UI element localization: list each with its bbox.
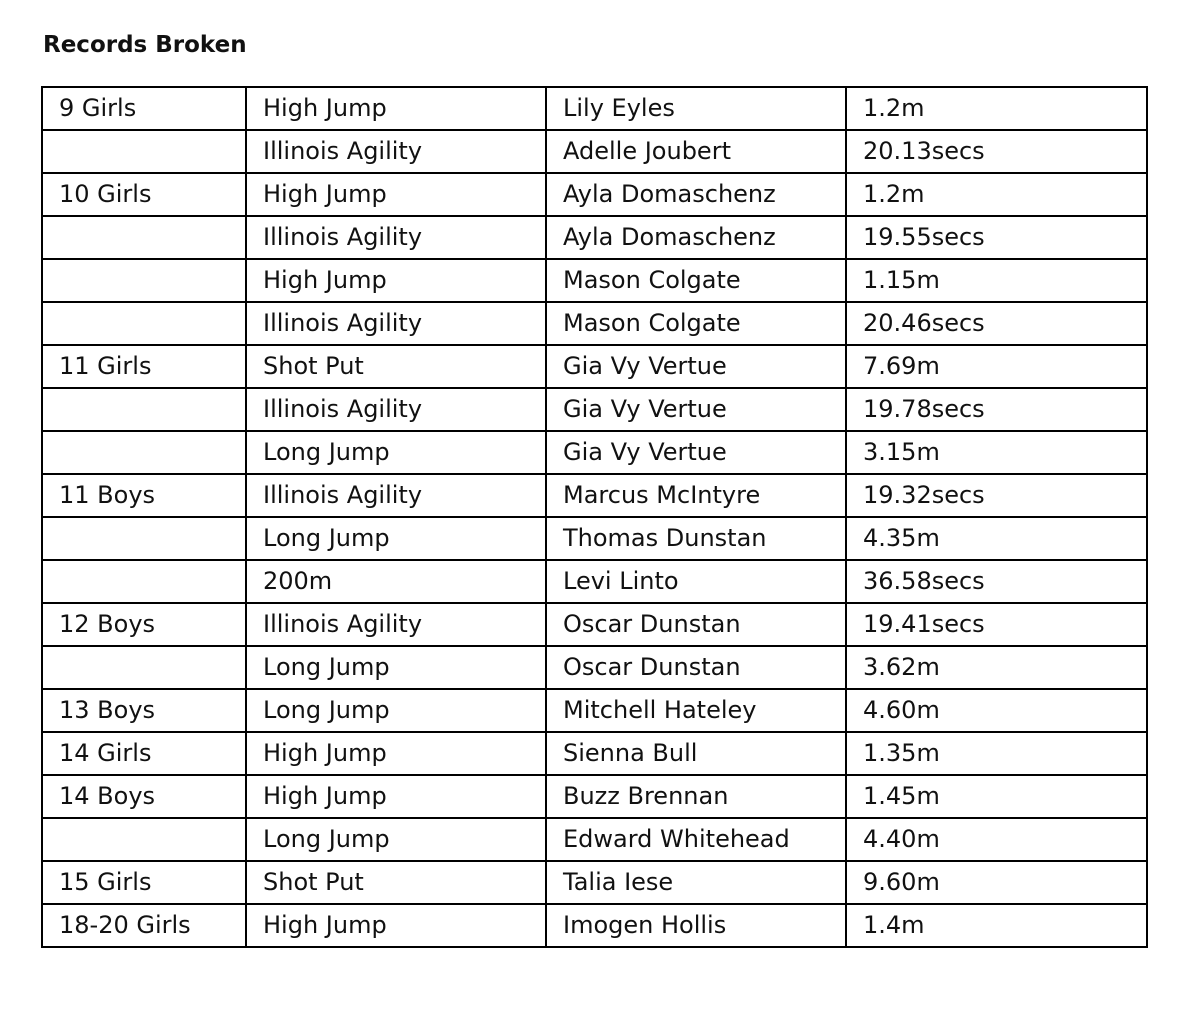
result-cell: 19.41secs <box>846 603 1147 646</box>
athlete-cell: Levi Linto <box>546 560 846 603</box>
athlete-cell: Imogen Hollis <box>546 904 846 947</box>
age-group-cell: 15 Girls <box>42 861 246 904</box>
age-group-cell: 11 Boys <box>42 474 246 517</box>
age-group-cell: 9 Girls <box>42 87 246 130</box>
athlete-cell: Gia Vy Vertue <box>546 431 846 474</box>
age-group-cell <box>42 431 246 474</box>
age-group-cell <box>42 130 246 173</box>
event-cell: High Jump <box>246 732 546 775</box>
table-row <box>42 775 1147 818</box>
table-row <box>42 732 1147 775</box>
table-row <box>42 173 1147 216</box>
result-cell: 3.62m <box>846 646 1147 689</box>
event-cell: 200m <box>246 560 546 603</box>
result-cell: 1.2m <box>846 173 1147 216</box>
age-group-cell <box>42 517 246 560</box>
result-cell: 3.15m <box>846 431 1147 474</box>
table-row <box>42 345 1147 388</box>
event-cell: High Jump <box>246 775 546 818</box>
athlete-cell: Oscar Dunstan <box>546 603 846 646</box>
event-cell: Illinois Agility <box>246 603 546 646</box>
table-row <box>42 603 1147 646</box>
athlete-cell: Ayla Domaschenz <box>546 173 846 216</box>
age-group-cell <box>42 646 246 689</box>
age-group-cell: 14 Girls <box>42 732 246 775</box>
table-row <box>42 474 1147 517</box>
athlete-cell: Mitchell Hateley <box>546 689 846 732</box>
result-cell: 9.60m <box>846 861 1147 904</box>
athlete-cell: Mason Colgate <box>546 302 846 345</box>
result-cell: 19.32secs <box>846 474 1147 517</box>
result-cell: 1.45m <box>846 775 1147 818</box>
table-row <box>42 87 1147 130</box>
age-group-cell: 18-20 Girls <box>42 904 246 947</box>
table-row <box>42 517 1147 560</box>
event-cell: High Jump <box>246 259 546 302</box>
age-group-cell <box>42 818 246 861</box>
table-row <box>42 861 1147 904</box>
page-title: Records Broken <box>43 32 247 58</box>
result-cell: 1.35m <box>846 732 1147 775</box>
athlete-cell: Ayla Domaschenz <box>546 216 846 259</box>
athlete-cell: Lily Eyles <box>546 87 846 130</box>
table-row <box>42 904 1147 947</box>
table-row <box>42 388 1147 431</box>
table-row <box>42 431 1147 474</box>
event-cell: Illinois Agility <box>246 216 546 259</box>
age-group-cell <box>42 302 246 345</box>
age-group-cell: 14 Boys <box>42 775 246 818</box>
athlete-cell: Thomas Dunstan <box>546 517 846 560</box>
table-row <box>42 216 1147 259</box>
event-cell: High Jump <box>246 87 546 130</box>
result-cell: 20.46secs <box>846 302 1147 345</box>
result-cell: 4.35m <box>846 517 1147 560</box>
result-cell: 1.4m <box>846 904 1147 947</box>
athlete-cell: Edward Whitehead <box>546 818 846 861</box>
result-cell: 20.13secs <box>846 130 1147 173</box>
athlete-cell: Gia Vy Vertue <box>546 388 846 431</box>
athlete-cell: Buzz Brennan <box>546 775 846 818</box>
event-cell: Long Jump <box>246 818 546 861</box>
athlete-cell: Mason Colgate <box>546 259 846 302</box>
table-row <box>42 818 1147 861</box>
event-cell: High Jump <box>246 173 546 216</box>
age-group-cell: 12 Boys <box>42 603 246 646</box>
athlete-cell: Adelle Joubert <box>546 130 846 173</box>
table-row <box>42 560 1147 603</box>
table-row <box>42 689 1147 732</box>
event-cell: Long Jump <box>246 646 546 689</box>
event-cell: Illinois Agility <box>246 388 546 431</box>
athlete-cell: Talia Iese <box>546 861 846 904</box>
records-table-body <box>42 87 1147 947</box>
result-cell: 19.55secs <box>846 216 1147 259</box>
table-row <box>42 646 1147 689</box>
event-cell: Long Jump <box>246 689 546 732</box>
table-row <box>42 130 1147 173</box>
event-cell: Illinois Agility <box>246 474 546 517</box>
records-table <box>41 86 1148 948</box>
age-group-cell <box>42 259 246 302</box>
event-cell: Illinois Agility <box>246 130 546 173</box>
age-group-cell: 10 Girls <box>42 173 246 216</box>
event-cell: Illinois Agility <box>246 302 546 345</box>
table-row <box>42 302 1147 345</box>
result-cell: 4.40m <box>846 818 1147 861</box>
athlete-cell: Marcus McIntyre <box>546 474 846 517</box>
age-group-cell <box>42 560 246 603</box>
result-cell: 1.15m <box>846 259 1147 302</box>
athlete-cell: Sienna Bull <box>546 732 846 775</box>
result-cell: 19.78secs <box>846 388 1147 431</box>
event-cell: High Jump <box>246 904 546 947</box>
event-cell: Long Jump <box>246 431 546 474</box>
age-group-cell: 11 Girls <box>42 345 246 388</box>
result-cell: 1.2m <box>846 87 1147 130</box>
athlete-cell: Gia Vy Vertue <box>546 345 846 388</box>
result-cell: 36.58secs <box>846 560 1147 603</box>
result-cell: 7.69m <box>846 345 1147 388</box>
event-cell: Long Jump <box>246 517 546 560</box>
athlete-cell: Oscar Dunstan <box>546 646 846 689</box>
age-group-cell <box>42 388 246 431</box>
event-cell: Shot Put <box>246 861 546 904</box>
result-cell: 4.60m <box>846 689 1147 732</box>
event-cell: Shot Put <box>246 345 546 388</box>
age-group-cell: 13 Boys <box>42 689 246 732</box>
table-row <box>42 259 1147 302</box>
age-group-cell <box>42 216 246 259</box>
